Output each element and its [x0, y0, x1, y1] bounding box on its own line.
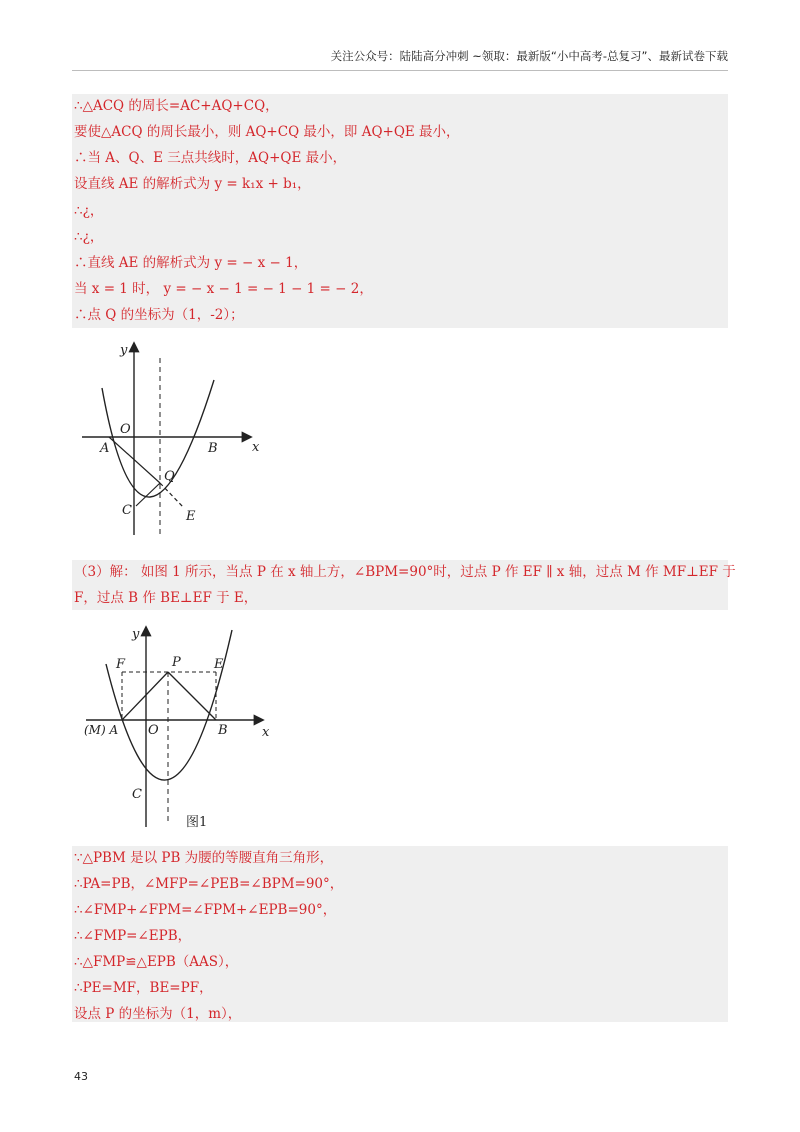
label-x: x: [252, 440, 260, 455]
solution-line: ∴∠FMP+∠FPM=∠FPM+∠EPB=90°，: [74, 902, 337, 918]
label-C: C: [132, 787, 142, 802]
line-QE: [160, 483, 184, 508]
header-rule: [72, 70, 728, 71]
label-Q: Q: [164, 469, 175, 484]
solution-line: ∴PA=PB，∠MFP=∠PEB=∠BPM=90°，: [74, 876, 344, 892]
solution-line: ∴点 Q 的坐标为（1，-2）；: [74, 307, 244, 323]
parabola-figure-q: [72, 330, 272, 552]
page-number: 43: [74, 1070, 88, 1083]
label-B: B: [218, 723, 228, 738]
solution-line: ∴△FMP≌△EPB（AAS），: [74, 954, 239, 970]
line-PB: [168, 672, 216, 720]
label-B: B: [208, 441, 218, 456]
solution-line: ∴¿，: [74, 203, 104, 219]
parabola-curve: [106, 630, 232, 780]
solution-line: ∴直线 AE 的解析式为 y = − x − 1，: [74, 255, 308, 271]
label-x: x: [262, 725, 270, 740]
label-M-A: (M) A: [84, 723, 119, 737]
label-E: E: [214, 657, 224, 672]
solution-line: ∴当 A、Q、E 三点共线时，AQ+QE 最小，: [74, 150, 347, 166]
solution-line: 要使△ACQ 的周长最小，则 AQ+CQ 最小，即 AQ+QE 最小，: [74, 124, 460, 140]
solution-line: ∴△ACQ 的周长=AC+AQ+CQ，: [74, 98, 279, 114]
label-y: y: [120, 343, 128, 358]
parabola-figure-1: [72, 612, 282, 838]
solution-line: ∴∠FMP=∠EPB，: [74, 928, 192, 944]
solution-line: ∴¿，: [74, 229, 104, 245]
solution-line: F，过点 B 作 BE⊥EF 于 E，: [74, 590, 258, 606]
solution-line: ∴PE=MF，BE=PF，: [74, 980, 213, 996]
solution-line: 设直线 AE 的解析式为 y = k₁x + b₁，: [74, 176, 311, 192]
label-O: O: [120, 422, 131, 437]
parabola-curve: [102, 380, 214, 497]
page-header: 关注公众号：陆陆高分冲刺 ~领取：最新版“小中高考-总复习”、最新试卷下载: [330, 49, 728, 63]
figure-caption: 图1: [186, 815, 208, 830]
line-AP: [122, 672, 168, 720]
label-E: E: [186, 509, 196, 524]
label-F: F: [116, 657, 126, 672]
label-C: C: [122, 503, 132, 518]
label-A: A: [100, 441, 110, 456]
label-O: O: [148, 723, 159, 738]
label-P: P: [172, 655, 181, 670]
solution-line: 设点 P 的坐标为（1，m），: [74, 1006, 242, 1022]
label-y: y: [132, 627, 140, 642]
solution-line: 当 x = 1 时， y = − x − 1 = − 1 − 1 = − 2，: [74, 281, 373, 297]
solution-line: （3）解： 如图 1 所示，当点 P 在 x 轴上方，∠BPM=90°时，过点 P 作 EF ∥ x 轴，过点 M 作 MF⊥EF 于: [74, 564, 736, 580]
solution-line: ∵△PBM 是以 PB 为腰的等腰直角三角形，: [74, 850, 334, 866]
